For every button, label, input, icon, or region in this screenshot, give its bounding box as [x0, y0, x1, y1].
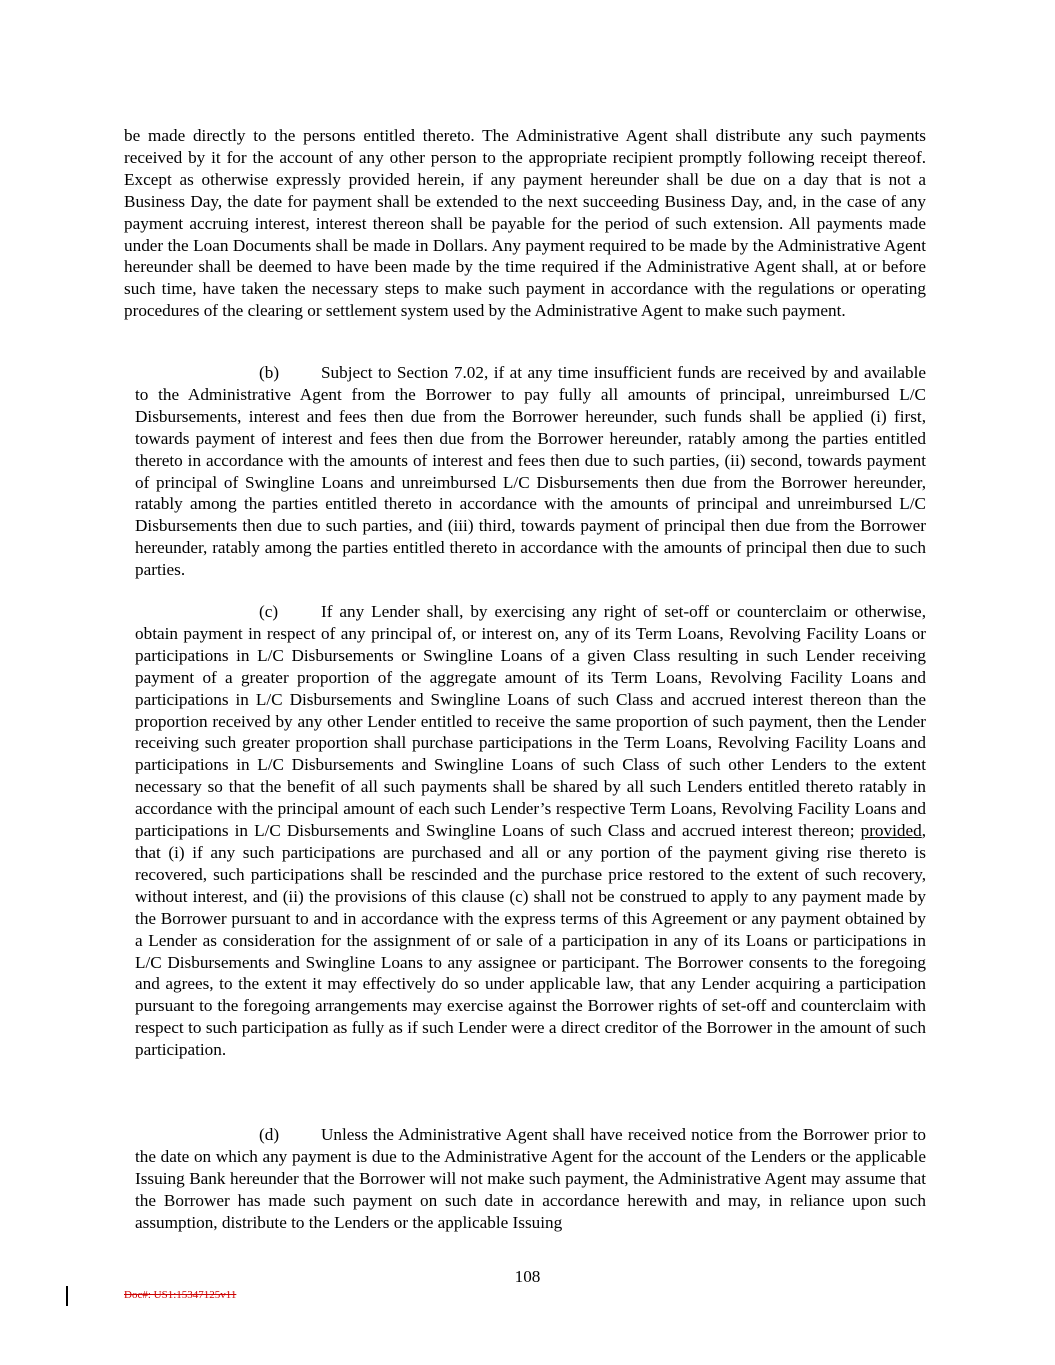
paragraph-text: , that (i) if any such participations are purchased and all or any portion of the payment giving rise thereto is recovered, such participations shall be rescinded and the purchase price restored to the extent of such recovery, without interest, and (ii) the provisions of this clause (c) shall not be construed to apply to any payment made by the Borrower pursuant to and in accordance with the express terms of this Agreement or any payment obtained by a Lender as consideration for the assignment of or sale of a participation in any of its Loans or participations in L/C Disbursements and Swingline Loans to any assignee or participant. The Borrower consents to the foregoing and agrees, to the extent it may effectively do so under applicable law, that any Lender acquiring a participation pursuant to the foregoing arrangements may exercise against the Borrower rights of set-off and counterclaim with respect to such participation as fully as if such Lender were a direct creditor of the Borrower in the amount of such participation.: [135, 821, 926, 1060]
paragraph-c: [135, 601, 926, 1061]
clause-label: (b): [259, 363, 280, 382]
revision-change-bar: [66, 1286, 68, 1306]
paragraph-text: Unless the Administrative Agent shall have received notice from the Borrower prior to the date on which any payment is due to the Administrative Agent for the account of the Lenders or the applicable Issuing Bank hereunder that the Borrower will not make such payment, the Administrative Agent may assume that the Borrower has made such payment on such date in accordance herewith and may, in reliance upon such assumption, distribute to the Lenders or the applicable Issuing: [135, 1125, 926, 1232]
paragraph-text: Subject to Section 7.02, if at any time insufficient funds are received by and available to the Administrative Agent from the Borrower to pay fully all amounts of principal, unreimbursed L/C Disbursements, interest and fees then due from the Borrower hereunder, such funds shall be applied (i) first, towards payment of interest and fees then due from the Borrower hereunder, ratably among the parties entitled thereto in accordance with the amounts of interest and fees then due to such parties, (ii) second, towards payment of principal of Swingline Loans and unreimbursed L/C Disbursements then due from the Borrower hereunder, ratably among the parties entitled thereto in accordance with the amounts of principal and unreimbursed L/C Disbursements then due to such parties, and (iii) third, towards payment of principal then due from the Borrower hereunder, ratably among the parties entitled thereto in accordance with the amounts of principal then due to such parties.: [135, 363, 926, 580]
document-id: Doc#: US1:15347125v11: [124, 1289, 237, 1301]
paragraph-text: be made directly to the persons entitled thereto. The Administrative Agent shall distribute any such payments received by it for the account of any other person to the appropriate recipient promptly following receipt thereof. Except as otherwise expressly provided herein, if any payment hereunder shall be due on a day that is not a Business Day, the date for payment shall be extended to the next succeeding Business Day, and, in the case of any payment accruing interest, interest thereon shall be payable for the period of such extension. All payments made under the Loan Documents shall be made in Dollars. Any payment required to be made by the Administrative Agent hereunder shall be deemed to have been made by the time required if the Administrative Agent shall, at or before such time, have taken the necessary steps to make such payment in accordance with the regulations or operating procedures of the clearing or settlement system used by the Administrative Agent to make such payment.: [124, 126, 926, 321]
underlined-term: provided: [860, 821, 922, 841]
paragraph-b: [135, 362, 926, 581]
clause-label: (d): [259, 1125, 280, 1144]
paragraph-continued: [124, 125, 926, 322]
paragraph-text: If any Lender shall, by exercising any right of set-off or counterclaim or otherwise, obtain payment in respect of any principal of, or interest on, any of its Term Loans, Revolving Facility Loans or participations in L/C Disbursements or Swingline Loans of a given Class resulting in such Lender receiving payment of a greater proportion of the aggregate amount of its Term Loans, Revolving Facility Loans and participations in L/C Disbursements and Swingline Loans of such Class and accrued interest thereon than the proportion received by any other Lender entitled to receive the same proportion of such payment, then the Lender receiving such greater proportion shall purchase participations in the Term Loans, Revolving Facility Loans and participations in L/C Disbursements and Swingline Loans of such Class of such other Lenders to the extent necessary so that the benefit of all such payments shall be shared by all such Lenders entitled thereto ratably in accordance with the principal amount of each such Lender’s respective Term Loans, Revolving Facility Loans and participations in L/C Disbursements and Swingline Loans of such Class and accrued interest thereon;: [135, 602, 926, 841]
page-number: 108: [514, 1267, 541, 1286]
clause-label: (c): [259, 602, 279, 621]
paragraph-d: [135, 1124, 926, 1234]
